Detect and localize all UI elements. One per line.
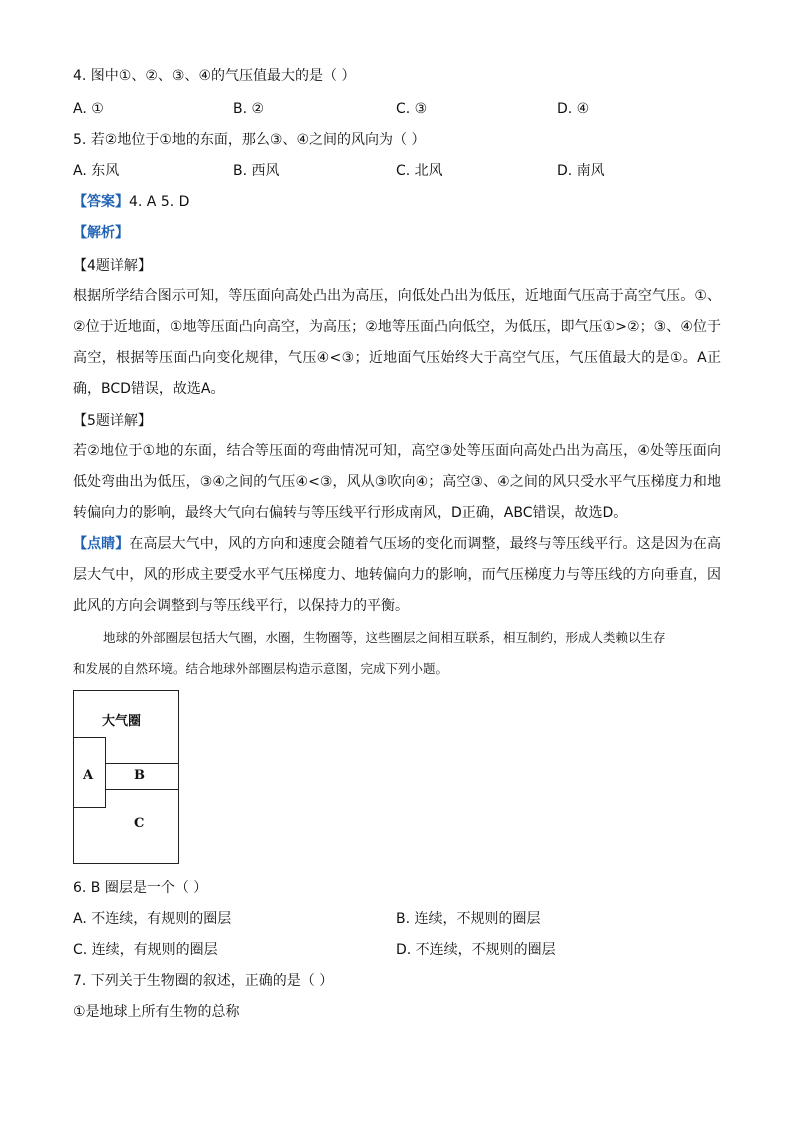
answer-label: 【答案】	[73, 194, 129, 210]
sphere-c-label: C	[134, 816, 145, 831]
outer-spheres-diagram	[73, 690, 179, 864]
detail5-text: 若②地位于①地的东面，结合等压面的弯曲情况可知，高空③处等压面向高处凸出为高压，④处等压面向低处弯曲出为低压，③④之间的气压④<③，风从③吹向④；高空③、④之间的风只受水平气压梯度力和地转偏向力的影响，最终大气向右偏转与等压线平行形成南风，D正确，ABC错误，故选D。	[73, 443, 721, 521]
q6-option-b: B. 连续，不规则的圈层	[396, 911, 541, 927]
divider-a-right	[105, 737, 106, 807]
q5-option-b: B. 西风	[233, 163, 280, 179]
intro-line-2: 和发展的自然环境。结合地球外部圈层构造示意图，完成下列小题。	[73, 661, 449, 676]
detail4-label: 【4题详解】	[73, 258, 152, 274]
q4-option-b: B. ②	[233, 101, 265, 117]
answer-line	[73, 192, 189, 212]
detail5-label: 【5题详解】	[73, 413, 152, 429]
divider-a-top	[74, 737, 106, 738]
divider-b-top	[105, 763, 179, 764]
q7-item-1: ①是地球上所有生物的总称	[73, 1004, 240, 1020]
divider-b-bottom	[105, 789, 179, 790]
analysis-label: 【解析】	[73, 225, 129, 241]
sphere-a-label: A	[83, 768, 94, 783]
tip-block	[73, 529, 721, 622]
q6-option-a: A. 不连续，有规则的圈层	[73, 911, 232, 927]
divider-a-bottom	[74, 807, 106, 808]
q4-stem: 4. 图中①、②、③、④的气压值最大的是（ ）	[73, 68, 356, 84]
q4-option-d: D. ④	[557, 101, 590, 117]
answer-text: 4. A 5. D	[129, 194, 190, 210]
q5-stem: 5. 若②地位于①地的东面，那么③、④之间的风向为（ ）	[73, 132, 426, 148]
q6-option-d: D. 不连续，不规则的圈层	[396, 942, 556, 958]
q5-option-d: D. 南风	[557, 163, 605, 179]
q6-stem: 6. B 圈层是一个（ ）	[73, 880, 208, 896]
tip-label: 【点睛】	[73, 536, 130, 552]
tip-text: 在高层大气中，风的方向和速度会随着气压场的变化而调整，最终与等压线平行。这是因为在高层大气中，风的形成主要受水平气压梯度力、地转偏向力的影响，而气压梯度力与等压线的方向垂直，因此风的方向会调整到与等压线平行，以保持力的平衡。	[73, 536, 722, 614]
sphere-b-label: B	[134, 768, 145, 783]
q4-option-c: C. ③	[396, 101, 428, 117]
q4-option-a: A. ①	[73, 101, 104, 117]
q5-option-c: C. 北风	[396, 163, 443, 179]
intro-line-1: 地球的外部圈层包括大气圈，水圈，生物圈等，这些圈层之间相互联系，相互制约，形成人类赖以生存	[103, 630, 666, 645]
q5-option-a: A. 东风	[73, 163, 120, 179]
q6-option-c: C. 连续，有规则的圈层	[73, 942, 218, 958]
detail4-text: 根据所学结合图示可知，等压面向高处凸出为高压，向低处凸出为低压，近地面气压高于高空气压。①、②位于近地面，①地等压面凸向高空，为高压；②地等压面凸向低空，为低压，即气压①>②；③、④位于高空，根据等压面凸向变化规律，气压④<③；近地面气压始终大于高空气压，气压值最大的是①。A正确，BCD错误，故选A。	[73, 288, 721, 397]
q7-stem: 7. 下列关于生物圈的叙述，正确的是（ ）	[73, 973, 334, 989]
atmosphere-label: 大气圈	[102, 714, 142, 729]
